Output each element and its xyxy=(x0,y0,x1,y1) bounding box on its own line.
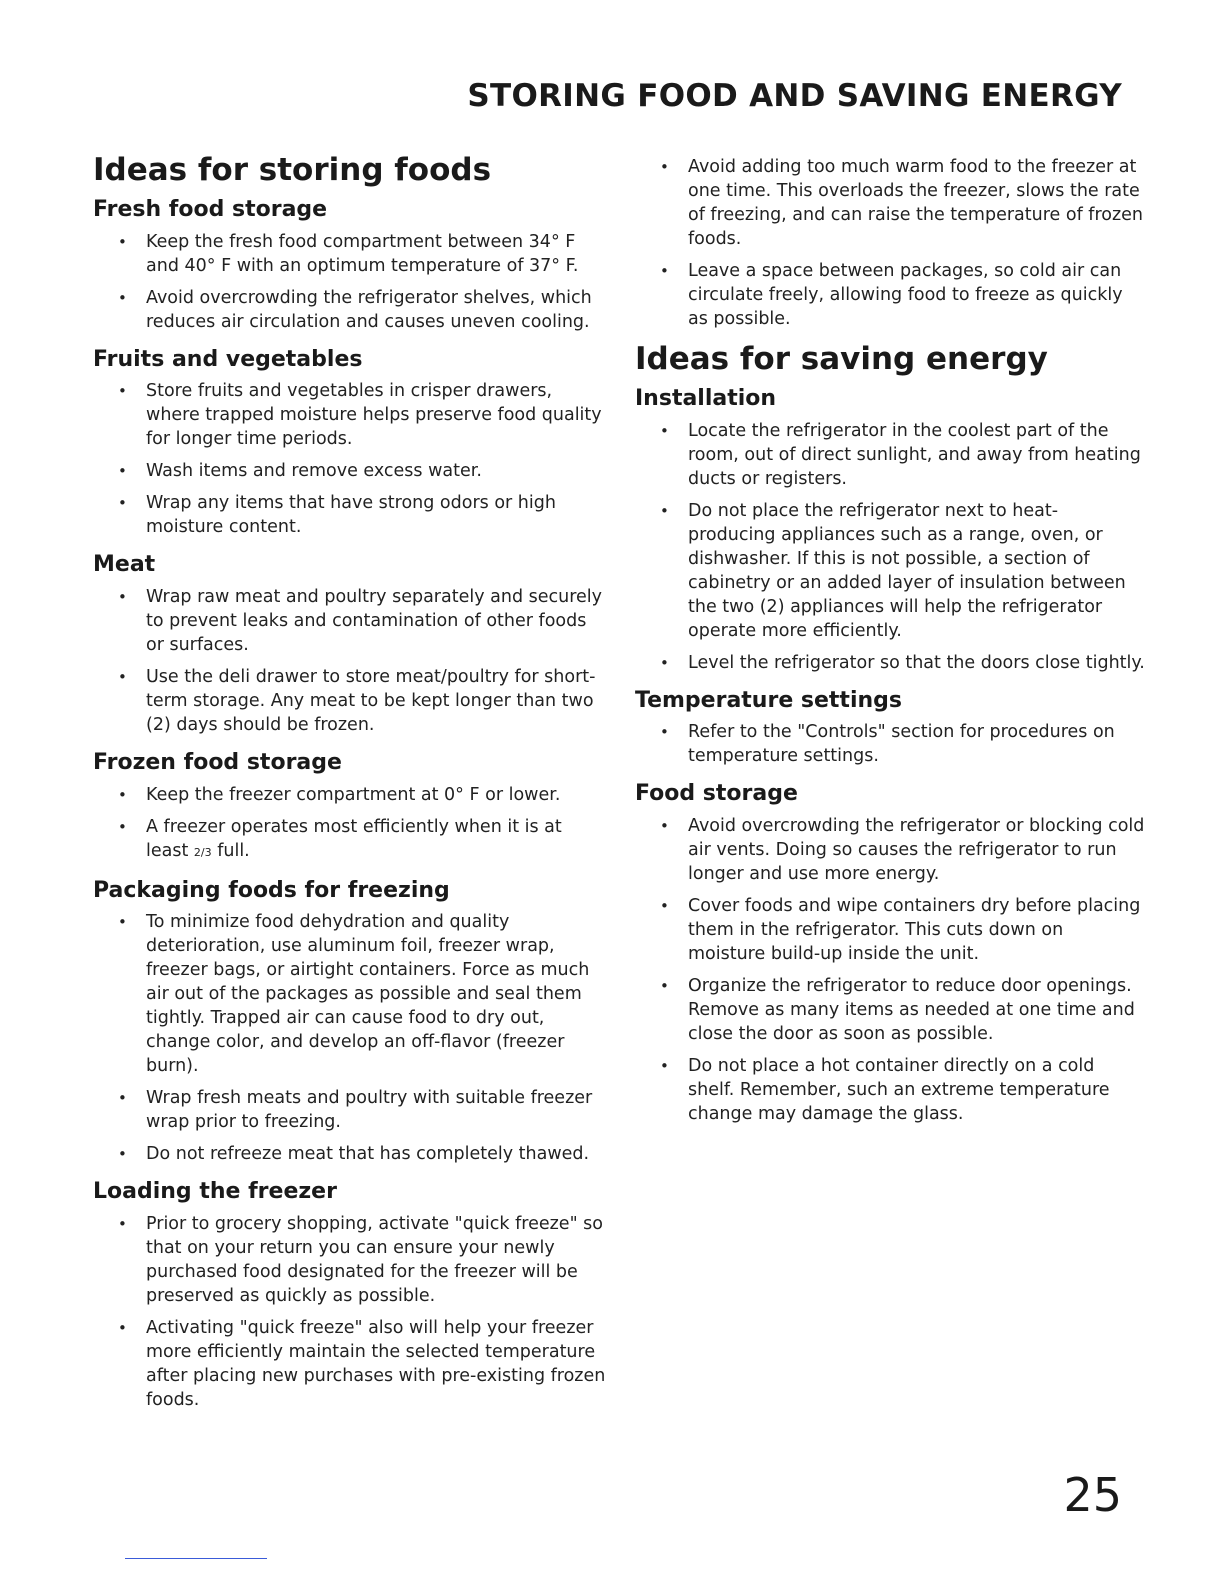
list-fruits-vegetables xyxy=(93,379,608,539)
list-food-storage xyxy=(635,814,1145,1126)
list-item: • Activating "quick freeze" also will help your freezer more efficiently maintain the selected temperature after placing new purchases with pre-existing frozen foods. xyxy=(93,1316,608,1412)
heading-meat: Meat xyxy=(93,552,156,578)
list-meat xyxy=(93,585,608,737)
list-item: • Cover foods and wipe containers dry before placing them in the refrigerator. This cuts down on moisture build-up inside the unit. xyxy=(635,894,1145,966)
list-item: • Wrap any items that have strong odors or high moisture content. xyxy=(93,491,608,539)
list-item: • Store fruits and vegetables in crisper drawers, where trapped moisture helps preserve food quality for longer time periods. xyxy=(93,379,608,451)
list-item: • To minimize food dehydration and quality deterioration, use aluminum foil, freezer wrap, freezer bags, or airtight containers. Force as much air out of the packages as possible and seal them tightly. Trapped air can cause food to dry out, change color, and develop an off-flavor (freezer burn). xyxy=(93,910,608,1078)
list-packaging-foods xyxy=(93,910,608,1166)
list-item: • Avoid overcrowding the refrigerator or blocking cold air vents. Doing so causes the refrigerator to run longer and use more energy. xyxy=(635,814,1145,886)
right-column xyxy=(635,155,1145,1134)
heading-food-storage: Food storage xyxy=(635,781,798,807)
list-item: • Wrap raw meat and poultry separately and securely to prevent leaks and contamination of other foods or surfaces. xyxy=(93,585,608,657)
list-item: • Avoid overcrowding the refrigerator shelves, which reduces air circulation and causes uneven cooling. xyxy=(93,286,608,334)
list-item: • Wrap fresh meats and poultry with suitable freezer wrap prior to freezing. xyxy=(93,1086,608,1134)
fraction-two-thirds: 2/3 xyxy=(193,845,212,859)
list-fresh-food-storage xyxy=(93,230,608,334)
list-item xyxy=(93,815,608,865)
list-temperature-settings xyxy=(635,720,1145,768)
list-item-suffix: full. xyxy=(217,840,250,861)
list-installation xyxy=(635,419,1145,675)
list-frozen-food-storage xyxy=(93,783,608,865)
list-item-text: A freezer operates most efficiently when it is at least xyxy=(146,816,562,861)
list-item: • Locate the refrigerator in the coolest part of the room, out of direct sunlight, and away from heating ducts or registers. xyxy=(635,419,1145,491)
list-item: • Do not place a hot container directly on a cold shelf. Remember, such an extreme temperature change may damage the glass. xyxy=(635,1054,1145,1126)
heading-loading-freezer: Loading the freezer xyxy=(93,1179,337,1205)
list-item: • Keep the freezer compartment at 0° F or lower. xyxy=(93,783,608,807)
page-number: 25 xyxy=(1063,1468,1122,1522)
list-item: • Level the refrigerator so that the doors close tightly. xyxy=(635,651,1145,675)
left-column xyxy=(93,150,608,1420)
heading-installation: Installation xyxy=(635,386,777,412)
list-item: • Do not place the refrigerator next to heat-producing appliances such as a range, oven, or dishwasher. If this is not possible, a section of cabinetry or an added layer of insulation between the two (2) appliances will help the refrigerator operate more efficiently. xyxy=(635,499,1145,643)
list-item: • Prior to grocery shopping, activate "quick freeze" so that on your return you can ensure your newly purchased food designated for the freezer will be preserved as quickly as possible. xyxy=(93,1212,608,1308)
list-item: • Avoid adding too much warm food to the freezer at one time. This overloads the freezer, slows the rate of freezing, and can raise the temperature of frozen foods. xyxy=(635,155,1145,251)
heading-frozen-food-storage: Frozen food storage xyxy=(93,750,342,776)
list-item: • Refer to the "Controls" section for procedures on temperature settings. xyxy=(635,720,1145,768)
section-title-saving-energy: Ideas for saving energy xyxy=(635,341,1048,377)
list-item: • Organize the refrigerator to reduce door openings. Remove as many items as needed at one time and close the door as soon as possible. xyxy=(635,974,1145,1046)
heading-packaging-foods: Packaging foods for freezing xyxy=(93,877,450,903)
list-item: • Do not refreeze meat that has completely thawed. xyxy=(93,1142,608,1166)
list-item: • Leave a space between packages, so cold air can circulate freely, allowing food to freeze as quickly as possible. xyxy=(635,259,1145,331)
list-item: • Use the deli drawer to store meat/poultry for short-term storage. Any meat to be kept longer than two (2) days should be frozen. xyxy=(93,665,608,737)
list-item: • Wash items and remove excess water. xyxy=(93,459,608,483)
heading-temperature-settings: Temperature settings xyxy=(635,687,902,713)
list-loading-freezer xyxy=(93,1212,608,1412)
heading-fresh-food-storage: Fresh food storage xyxy=(93,197,328,223)
page-header: STORING FOOD AND SAVING ENERGY xyxy=(467,78,1122,114)
list-item: • Keep the fresh food compartment between 34° F and 40° F with an optimum temperature of 37° F. xyxy=(93,230,608,278)
heading-fruits-vegetables: Fruits and vegetables xyxy=(93,346,363,372)
section-title-storing-foods: Ideas for storing foods xyxy=(93,152,492,188)
footer-rule xyxy=(125,1558,267,1559)
list-loading-freezer-continued xyxy=(635,155,1145,331)
